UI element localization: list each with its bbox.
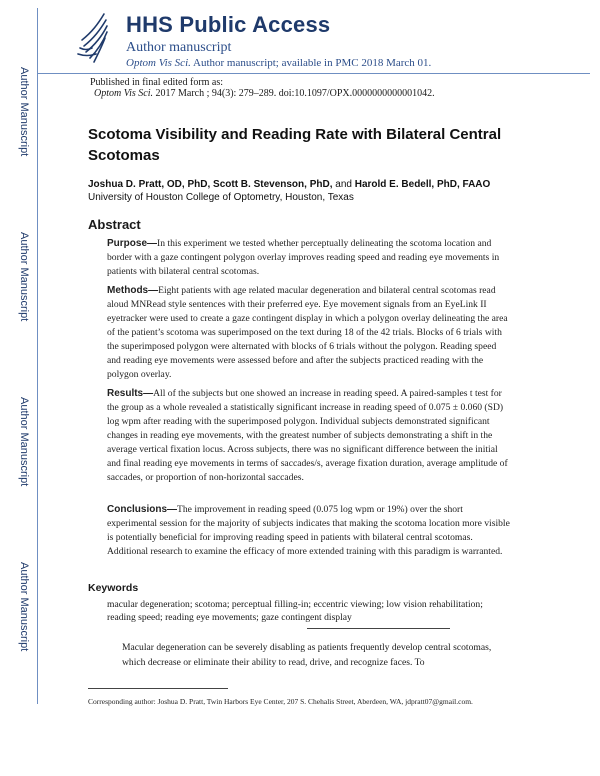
purpose-lead: Purpose— (107, 238, 158, 249)
affiliation: University of Houston College of Optometry, Houston, Texas (88, 192, 354, 203)
keywords-heading: Keywords (88, 582, 139, 594)
hhs-public-access-title: HHS Public Access (126, 12, 331, 37)
abstract-purpose (107, 237, 511, 279)
side-label-author-manuscript: Author Manuscript (18, 67, 30, 157)
conclusions-lead: Conclusions— (107, 504, 178, 515)
body-paragraph: Macular degeneration can be severely disabling as patients frequently develop central scotomas, which decrease or eliminate their ability to read, drive, and recognize faces. To (122, 642, 492, 668)
hhs-eagle-logo-icon (74, 10, 114, 66)
side-label-author-manuscript: Author Manuscript (18, 232, 30, 322)
side-divider (37, 74, 38, 704)
footnote-divider (88, 688, 228, 689)
abstract-conclusions (107, 503, 511, 559)
authors-last: Harold E. Bedell, PhD, FAAO (354, 179, 491, 190)
published-citation-rest: 2017 March ; 94(3): 279–289. doi:10.1097/OPX.0000000000001042. (152, 88, 435, 99)
author-manuscript-subtitle: Author manuscript (126, 40, 232, 55)
paper-title: Scotoma Visibility and Reading Rate with Bilateral Central Scotomas (88, 126, 502, 164)
side-label-author-manuscript: Author Manuscript (18, 562, 30, 652)
side-label-author-manuscript: Author Manuscript (18, 397, 30, 487)
author-list (88, 179, 490, 190)
conclusions-text: The improvement in reading speed (0.075 log wpm or 19%) over the short experimental session for the majority of subjects indicates that making the scotoma location more visible is potentially beneficial for improving reading speed in patients with bilateral central scotomas. Additional research to examine the efficacy of more extended training with this paradigm is warranted. (107, 504, 510, 557)
abstract-heading: Abstract (88, 217, 141, 232)
abstract-results (107, 387, 511, 485)
results-text: All of the subjects but one showed an increase in reading speed. A paired-samples t test for the group as a whole revealed a statistically significant increase in reading speed of 0.075 ± 0.060 (SD) log wpm after reading with the superimposed polygon. Individual subjects demonstrated significant changes in reading eye movements, with the greatest number of subjects demonstrating a shift in the average vertical fixation locus. Across subjects, there was no significant difference between the initial and final reading eye movements in terms of saccades/s, average fixation duration, average amplitude of saccades, or proportion of non-horizontal saccades. (107, 388, 508, 483)
corresponding-author-footnote: Corresponding author: Joshua D. Pratt, Twin Harbors Eye Center, 207 S. Chehalis Street, Aberdeen, WA, jdpratt07@gmail.com. (88, 697, 473, 706)
header-citation (126, 57, 431, 69)
abstract-methods (107, 284, 511, 382)
published-label: Published in final edited form as: (90, 77, 224, 88)
published-journal: Optom Vis Sci. (94, 88, 153, 99)
header-citation-rest: Author manuscript; available in PMC 2018 March 01. (190, 57, 432, 69)
header-left-divider (37, 8, 38, 74)
results-lead: Results— (107, 388, 154, 399)
published-citation (94, 88, 435, 99)
authors-and: and (332, 179, 355, 190)
keywords-text: macular degeneration; scotoma; perceptual filling-in; eccentric viewing; low vision rehabilitation; reading speed; reading eye movements; gaze contingent display (107, 599, 483, 623)
header-citation-journal: Optom Vis Sci. (126, 57, 191, 69)
methods-text: Eight patients with age related macular degeneration and bilateral central scotomas read aloud MNRead style sentences with their preferred eye. Eye movement signals from an EyeLink II eyetracker were used to create a gaze contingent display in which a polygon overlay delineating the area of the patient’s scotoma was superimposed on the text during 18 of the 42 trials. Blocks of 6 trials with the superimposed polygon were alternated with blocks of 6 trials without the polygon. Reading speed and reading eye movements were assessed before and after the subjects practiced reading with the polygon overlay. (107, 285, 508, 380)
purpose-text: In this experiment we tested whether perceptually delineating the scotoma location and border with a gaze contingent polygon overlay improves reading speed and reading eye movements in patients with bilateral central scotomas. (107, 238, 500, 277)
authors-first: Joshua D. Pratt, OD, PhD, Scott B. Stevenson, PhD, (88, 179, 333, 190)
methods-lead: Methods— (107, 285, 159, 296)
header-divider (37, 73, 590, 74)
section-divider (307, 628, 450, 629)
